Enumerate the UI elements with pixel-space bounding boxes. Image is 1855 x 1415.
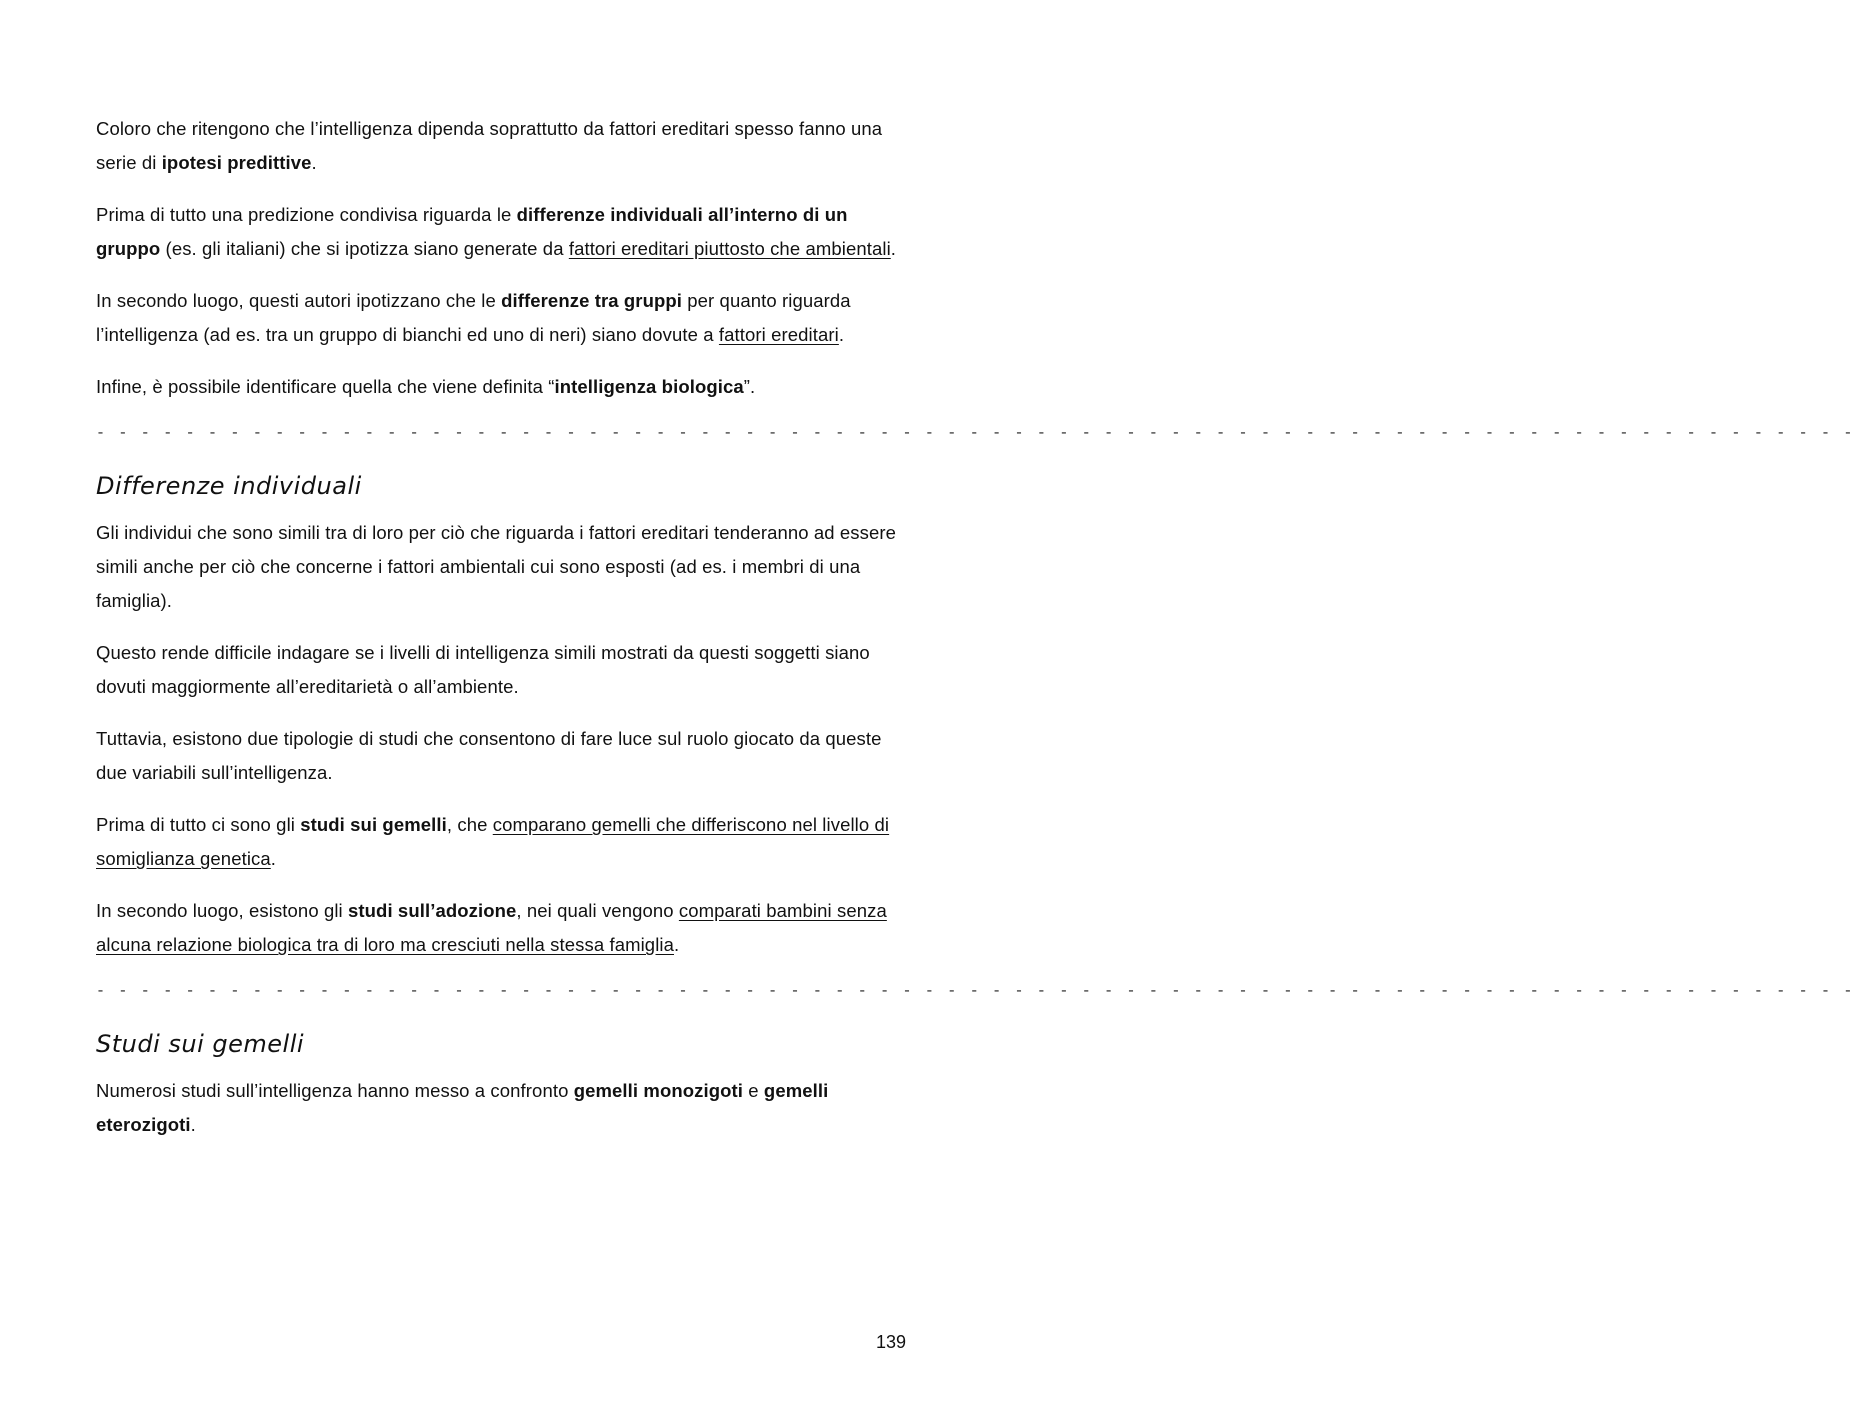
bold-term: studi sui gemelli xyxy=(300,814,447,835)
paragraph-twin-studies: Prima di tutto ci sono gli studi sui gemelli, che comparano gemelli che differiscono nel livello di somiglianza genetica. xyxy=(96,814,890,869)
document-page xyxy=(96,112,1855,1160)
underlined-text: fattori ereditari piuttosto che ambientali xyxy=(568,238,891,259)
bold-term: differenze tra gruppi xyxy=(501,290,683,311)
bold-term: gemelli monozigoti xyxy=(573,1080,744,1101)
bold-term: ipotesi predittive xyxy=(161,152,312,173)
paragraph-difficulty: Questo rende difficile indagare se i livelli di intelligenza simili mostrati da questi soggetti siano dovuti maggiormente all’ereditarietà o all’ambiente. xyxy=(96,642,870,697)
bold-term: studi sull’adozione xyxy=(348,900,517,921)
paragraph-mono-hetero-twins: Numerosi studi sull’intelligenza hanno messo a confronto gemelli monozigoti e gemelli eterozigoti. xyxy=(96,1080,829,1135)
paragraph-intro: Coloro che ritengono che l’intelligenza dipenda soprattutto da fattori ereditari spesso fanno una serie di ipotesi predittive. xyxy=(96,118,883,173)
paragraph-biological-intelligence: Infine, è possibile identificare quella che viene definita “intelligenza biologica”. xyxy=(96,376,756,397)
page-number: 139 xyxy=(875,1332,906,1352)
dashed-separator: - - - - - - - - - - - - - - - - - - - - - - - - - - - - - - - - - - - - - - - - - - - - - - - - - - - - - - - - - - - - - - - - - - - - - - - - - - - - - - - xyxy=(96,425,1855,442)
underlined-text: fattori ereditari xyxy=(718,324,839,345)
bold-term: intelligenza biologica xyxy=(554,376,744,397)
bold-term: differenze individuali all’interno di un gruppo xyxy=(96,204,848,259)
paragraph-adoption-studies: In secondo luogo, esistono gli studi sull’adozione, nei quali vengono comparati bambini senza alcuna relazione biologica tra di loro ma cresciuti nella stessa famiglia. xyxy=(96,900,887,955)
dashed-separator: - - - - - - - - - - - - - - - - - - - - - - - - - - - - - - - - - - - - - - - - - - - - - - - - - - - - - - - - - - - - - - - - - - - - - - - - - - - - - - - xyxy=(96,983,1855,1000)
section-heading-studi-sui-gemelli: Studi sui gemelli xyxy=(96,1030,305,1058)
paragraph-group-differences: In secondo luogo, questi autori ipotizzano che le differenze tra gruppi per quanto riguarda l’intelligenza (ad es. tra un gruppo di bianchi ed uno di neri) siano dovute a fattori ereditari. xyxy=(96,290,851,345)
paragraph-similar-individuals: Gli individui che sono simili tra di loro per ciò che riguarda i fattori ereditari tenderanno ad essere simili anche per ciò che concerne i fattori ambientali cui sono esposti (ad es. i membri di una famiglia). xyxy=(96,522,897,611)
underlined-text: comparano gemelli che differiscono nel livello di somiglianza genetica xyxy=(96,814,890,869)
paragraph-individual-differences: Prima di tutto una predizione condivisa riguarda le differenze individuali all’interno di un gruppo (es. gli italiani) che si ipotizza siano generate da fattori ereditari piuttosto che ambientali. xyxy=(96,204,897,259)
underlined-text: comparati bambini senza alcuna relazione biologica tra di loro ma cresciuti nella stessa famiglia xyxy=(96,900,887,955)
bold-term: gemelli eterozigoti xyxy=(96,1080,829,1135)
section-heading-differenze-individuali: Differenze individuali xyxy=(96,472,362,500)
paragraph-study-types: Tuttavia, esistono due tipologie di studi che consentono di fare luce sul ruolo giocato da queste due variabili sull’intelligenza. xyxy=(96,728,882,783)
